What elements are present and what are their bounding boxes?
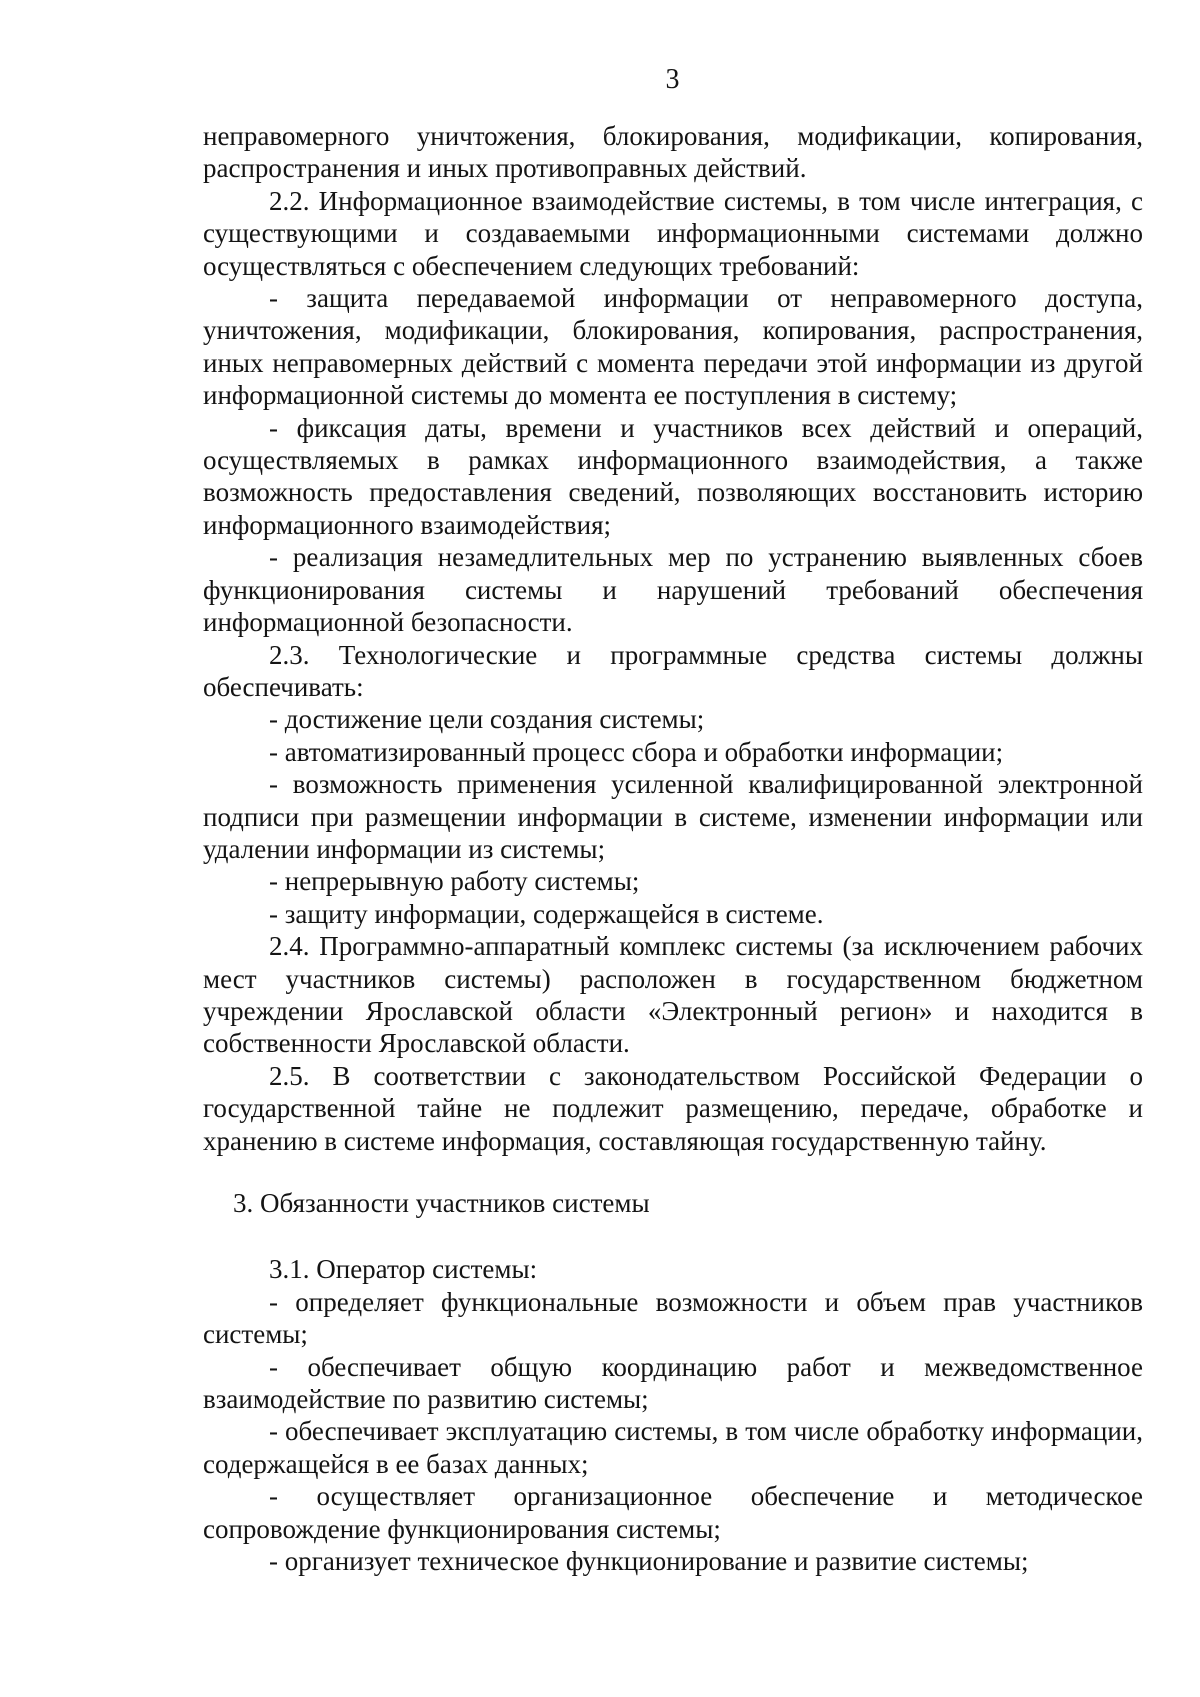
document-body [203,120,1143,1577]
list-item-signature: - возможность применения усиленной квалифицированной электронной подписи при размещении информации в системе, изменении информации или удалении информации из системы; [203,769,1143,864]
page-number: 3 [665,64,680,95]
paragraph-2-3: 2.3. Технологические и программные средства системы должны обеспечивать: [203,639,1143,702]
list-item-protection: - защита передаваемой информации от неправомерного доступа, уничтожения, модификации, блокирования, копирования, распространения, иных неправомерных действий с момента передачи этой информации из другой информационной системы до момента ее поступления в систему; [203,283,1143,411]
section-heading: 3. Обязанности участников системы [233,1188,650,1218]
paragraph-continuation: неправомерного уничтожения, блокирования, модификации, копирования, распространения и иных противоправных действий. [203,121,1143,184]
list-item-automation: - автоматизированный процесс сбора и обработки информации; [269,736,1004,767]
paragraph-3-1: 3.1. Оператор системы: [269,1254,538,1285]
list-item-goal: - достижение цели создания системы; [269,704,705,735]
list-item-measures: - реализация незамедлительных мер по устранению выявленных сбоев функционирования системы и нарушений требований обеспечения информационной безопасности. [203,542,1143,638]
list-item-fixation: - фиксация даты, времени и участников всех действий и операций, осуществляемых в рамках информационного взаимодействия, а также возможность предоставления сведений, позволяющих восстановить историю информационного взаимодействия; [203,412,1143,540]
list-item-defines: - определяет функциональные возможности и объем прав участников системы; [203,1286,1143,1350]
list-item-support: - осуществляет организационное обеспечение и методическое сопровождение функционирования системы; [203,1481,1143,1544]
list-item-coordination: - обеспечивает общую координацию работ и межведомственное взаимодействие по развитию системы; [203,1351,1143,1415]
list-item-protect-info: - защиту информации, содержащейся в системе. [269,898,824,929]
list-item-continuous: - непрерывную работу системы; [269,866,640,897]
list-item-development: - организует техническое функционирование и развитие системы; [269,1546,1029,1577]
list-item-operation: - обеспечивает эксплуатацию системы, в том числе обработку информации, содержащейся в ее базах данных; [203,1416,1143,1479]
paragraph-2-5: 2.5. В соответствии с законодательством Российской Федерации о государственной тайне не подлежит размещению, передаче, обработке и хранению в системе информация, составляющая государственную тайну. [203,1060,1143,1156]
paragraph-2-2: 2.2. Информационное взаимодействие системы, в том числе интеграция, с существующими и создаваемыми информационными системами должно осуществляться с обеспечением следующих требований: [203,185,1143,281]
paragraph-2-4: 2.4. Программно-аппаратный комплекс системы (за исключением рабочих мест участников системы) расположен в государственном бюджетном учреждении Ярославской области «Электронный регион» и находится в собственности Ярославской области. [203,931,1143,1059]
